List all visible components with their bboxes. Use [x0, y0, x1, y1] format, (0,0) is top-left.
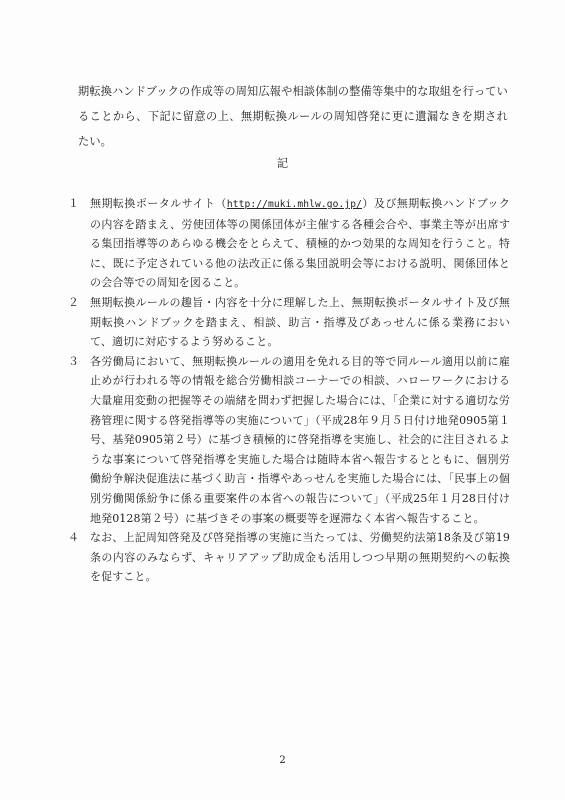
item-text: 各労働局において、無期転換ルールの適用を免れる目的等で同ルール適用以前に雇止めが行われる等の情報を総合労働相談コーナーでの相談、ハローワークにおける大量雇用変動の把握等その端緒を問わず把握した場合には、「企業に対する適切な労務管理に関する啓発指導等の実施について」（平成28年９月５日付け地発0905第１号、基発0905第２号）に基づき積極的に啓発指導を実施し、社会的に注目されるような事案について啓発指導を実施した場合は随時本省へ報告するとともに、個別労働紛争解決促進法に基づく助言・指導やあっせんを実施した場合には、「民事上の個別労働関係紛争に係る重要案件の本省への報告について」（平成25年１月28日付け地発0128第２号）に基づきその事案の概要等を遅滞なく本省へ報告すること。 [90, 354, 510, 525]
list-item [68, 528, 510, 587]
item-text: なお、上記周知啓発及び啓発指導の実施に当たっては、労働契約法第18条及び第19条の内容のみならず、キャリアアップ助成金も活用しつつ早期の無期契約への転換を促すこと。 [90, 531, 510, 584]
page-number: 2 [279, 755, 286, 766]
item-text-after-link: ）及び無期転換ハンドブックの内容を踏まえ、労使団体等の関係団体が主催する各種会合や、事業主等が出席する集団指導等のあらゆる機会をとらえて、積極的かつ効果的な周知を行うこと。特に、既に予定されている他の法改正に係る集団説明会等における説明、関係団体との会合等での周知を図ること。 [90, 197, 511, 290]
list-item [68, 293, 510, 352]
item-number: ２ [68, 295, 80, 309]
item-text [90, 194, 510, 293]
list-item [68, 194, 510, 293]
item-number: １ [68, 197, 80, 210]
list-item [68, 352, 510, 528]
section-heading: 記 [276, 157, 289, 170]
intro-paragraph: 期転換ハンドブックの作成等の周知広報や相談体制の整備等集中的な取組を行っていることから、下記に留意の上、無期転換ルールの周知啓発に更に遺漏なきを期されたい。 [78, 85, 508, 148]
item-text-before-link: 無期転換ポータルサイト（ [90, 197, 227, 210]
portal-site-link[interactable]: http://muki.mhlw.go.jp/ [226, 199, 363, 210]
item-number: ４ [68, 531, 80, 545]
numbered-list [68, 194, 510, 587]
item-number: ３ [68, 354, 80, 368]
item-text: 無期転換ルールの趣旨・内容を十分に理解した上、無期転換ポータルサイト及び無期転換ハンドブックを踏まえ、相談、助言・指導及びあっせんに係る業務において、適切に対応するよう努めること。 [90, 295, 510, 349]
